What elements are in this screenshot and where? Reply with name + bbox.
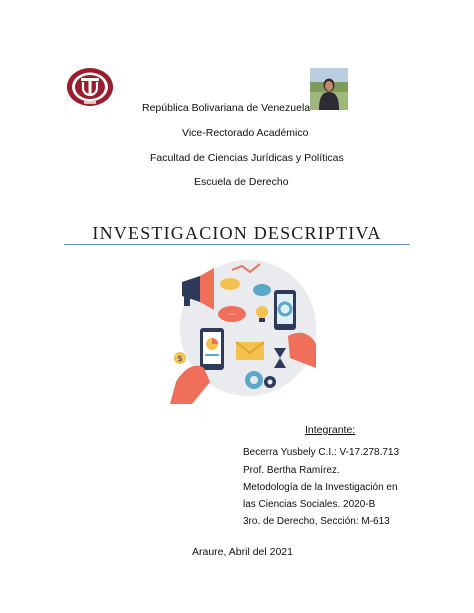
member-line-3: Metodología de la Investigación en — [243, 482, 398, 493]
members-heading: Integrante: — [305, 424, 356, 436]
member-line-5: 3ro. de Derecho, Sección: M-613 — [243, 516, 390, 527]
title-underline — [64, 244, 410, 245]
school-line: Escuela de Derecho — [194, 176, 289, 188]
university-seal-icon — [66, 67, 114, 107]
faculty-line: Facultad de Ciencias Jurídicas y Políticas — [150, 152, 344, 164]
member-line-4: las Ciencias Sociales. 2020-B — [243, 499, 376, 510]
member-line-1: Becerra Yusbely C.I.: V-17.278.713 — [243, 447, 400, 458]
svg-text:$: $ — [177, 354, 183, 363]
place-date: Araure, Abril del 2021 — [192, 546, 293, 558]
country-line: República Bolivariana de Venezuela — [142, 102, 311, 114]
svg-text:···: ··· — [228, 310, 236, 319]
research-illustration — [170, 258, 320, 408]
student-photo — [310, 68, 348, 110]
document-title: INVESTIGACION DESCRIPTIVA — [92, 223, 382, 243]
member-line-2: Prof. Bertha Ramírez. — [243, 465, 340, 476]
vice-rectorate-line: Vice-Rectorado Académico — [182, 127, 309, 139]
